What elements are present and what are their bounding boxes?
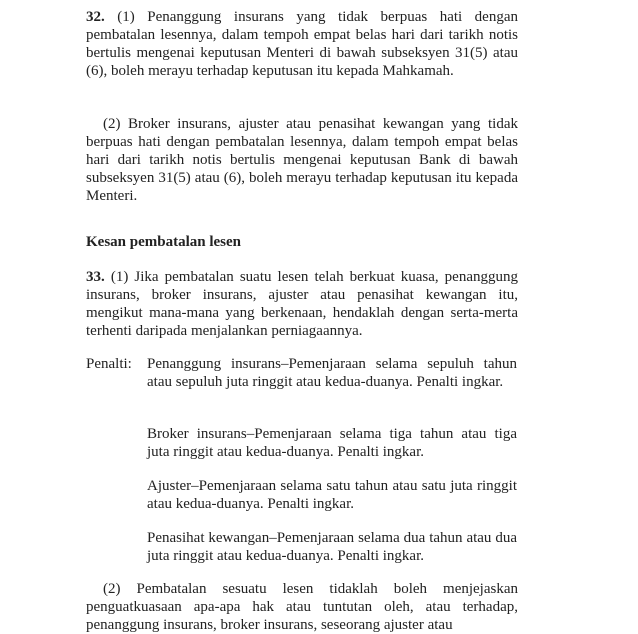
section-33-number: 33.: [86, 269, 105, 285]
penalty-adjuster: Ajuster–Pemenjaraan selama satu tahun atau satu juta ringgit atau kedua-duanya. Penalti ingkar.: [147, 478, 517, 512]
section-32-subsection-1-text: (1) Penanggung insurans yang tidak berpuas hati dengan pembatalan lesennya, dalam tempoh empat belas hari dari tarikh notis bertulis mengenai keputusan Menteri di bawah subseksyen 31(5) atau (6), boleh merayu terhadap keputusan itu kepada Mahkamah.: [86, 9, 518, 79]
section-32-subsection-2: (2) Broker insurans, ajuster atau penasihat kewangan yang tidak berpuas hati dengan pembatalan lesennya, dalam tempoh empat belas hari dari tarikh notis bertulis mengenai keputusan Bank di bawah subseksyen 31(5) atau (6), boleh merayu terhadap keputusan itu kepada Menteri.: [86, 116, 518, 204]
section-33-subsection-2: (2) Pembatalan sesuatu lesen tidaklah boleh menjejaskan penguatkuasaan apa-apa hak atau tuntutan oleh, atau terhadap, penanggung insurans, broker insurans, seseorang ajuster atau: [86, 581, 518, 633]
penalty-financial-adviser: Penasihat kewangan–Pemenjaraan selama dua tahun atau dua juta ringgit atau kedua-duanya. Penalti ingkar.: [147, 530, 517, 564]
penalty-broker: Broker insurans–Pemenjaraan selama tiga tahun atau tiga juta ringgit atau kedua-duanya. Penalti ingkar.: [147, 426, 517, 460]
penalti-label: Penalti:: [86, 356, 132, 372]
section-33-subsection-1: [86, 268, 518, 340]
section-32-subsection-1: [86, 8, 518, 80]
section-heading: Kesan pembatalan lesen: [86, 234, 242, 250]
penalty-insurer: Penanggung insurans–Pemenjaraan selama sepuluh tahun atau sepuluh juta ringgit atau kedua-duanya. Penalti ingkar.: [147, 356, 517, 390]
section-32-number: 32.: [86, 9, 105, 25]
section-33-subsection-1-text: (1) Jika pembatalan suatu lesen telah berkuat kuasa, penanggung insurans, broker insurans, ajuster atau penasihat kewangan itu, mengikut mana-mana yang berkenaan, hendaklah dengan serta-merta terhenti daripada menjalankan perniagaannya.: [86, 269, 518, 339]
